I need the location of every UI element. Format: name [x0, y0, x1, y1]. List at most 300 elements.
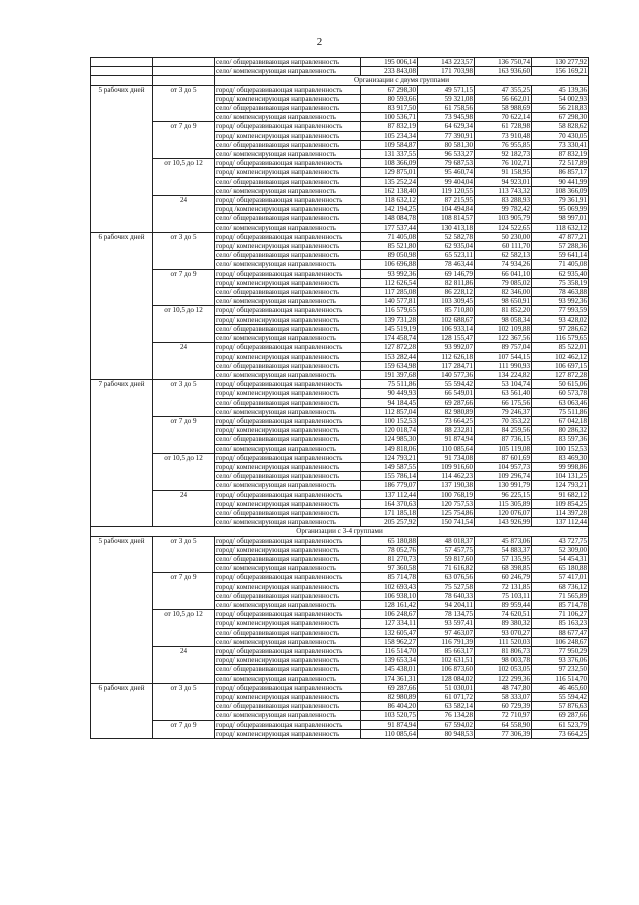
- table-row: [91, 647, 589, 656]
- value-cell-2: 71 616,82: [418, 564, 475, 573]
- tariff-table: [90, 57, 589, 739]
- work-days-cell: 7 рабочих дней: [91, 380, 153, 527]
- group-type-cell: село/ компенсирующая направленность: [215, 334, 361, 343]
- value-cell-2: 104 494,84: [418, 205, 475, 214]
- value-cell-3: 76 955,85: [475, 140, 532, 149]
- value-cell-2: 61 071,72: [418, 693, 475, 702]
- value-cell-2: 55 594,42: [418, 380, 475, 389]
- group-type-cell: село/ компенсирующая направленность: [215, 600, 361, 609]
- stay-hours-cell: от 3 до 5: [153, 380, 215, 417]
- value-cell-3: 62 582,13: [475, 251, 532, 260]
- group-type-cell: село/ компенсирующая направленность: [215, 370, 361, 379]
- value-cell-1: 102 693,43: [361, 582, 418, 591]
- value-cell-2: 102 688,67: [418, 315, 475, 324]
- section-header-row: [91, 76, 589, 85]
- group-type-cell: город/ общеразвивающая направленность: [215, 683, 361, 692]
- table-row: [91, 490, 589, 499]
- value-cell-3: 113 743,32: [475, 186, 532, 195]
- value-cell-1: 100 152,53: [361, 416, 418, 425]
- work-days-cell: 6 рабочих дней: [91, 232, 153, 379]
- value-cell-1: 110 085,64: [361, 729, 418, 738]
- value-cell-4: 109 854,25: [532, 499, 589, 508]
- table-row: [91, 58, 589, 67]
- empty-cell: [153, 67, 215, 76]
- group-type-cell: город/ компенсирующая направленность: [215, 131, 361, 140]
- value-cell-3: 122 299,36: [475, 674, 532, 683]
- value-cell-2: 63 582,14: [418, 702, 475, 711]
- value-cell-1: 80 593,66: [361, 94, 418, 103]
- table-row: [91, 122, 589, 131]
- value-cell-1: 164 370,63: [361, 499, 418, 508]
- value-cell-3: 53 104,74: [475, 380, 532, 389]
- value-cell-3: 130 991,79: [475, 481, 532, 490]
- value-cell-1: 139 653,34: [361, 656, 418, 665]
- value-cell-4: 79 361,91: [532, 196, 589, 205]
- table-row: [91, 306, 589, 315]
- value-cell-4: 67 042,18: [532, 416, 589, 425]
- group-type-cell: село/ компенсирующая направленность: [215, 564, 361, 573]
- group-type-cell: село/ общеразвивающая направленность: [215, 665, 361, 674]
- value-cell-2: 99 404,04: [418, 177, 475, 186]
- group-type-cell: город/ общеразвивающая направленность: [215, 159, 361, 168]
- group-type-cell: село/ компенсирующая направленность: [215, 407, 361, 416]
- value-cell-3: 48 747,80: [475, 683, 532, 692]
- stay-hours-cell: от 10,5 до 12: [153, 159, 215, 196]
- value-cell-1: 83 917,50: [361, 104, 418, 113]
- value-cell-2: 102 631,51: [418, 656, 475, 665]
- value-cell-2: 52 582,78: [418, 232, 475, 241]
- value-cell-3: 47 355,25: [475, 85, 532, 94]
- value-cell-4: 137 112,44: [532, 518, 589, 527]
- value-cell-2: 59 817,60: [418, 554, 475, 563]
- group-type-cell: город/ общеразвивающая направленность: [215, 610, 361, 619]
- value-cell-1: 124 985,30: [361, 435, 418, 444]
- value-cell-4: 99 998,86: [532, 462, 589, 471]
- value-cell-1: 205 257,92: [361, 518, 418, 527]
- value-cell-3: 70 622,14: [475, 113, 532, 122]
- value-cell-1: 139 731,28: [361, 315, 418, 324]
- stay-hours-cell: от 3 до 5: [153, 536, 215, 573]
- value-cell-4: 73 330,41: [532, 140, 589, 149]
- value-cell-2: 48 018,37: [418, 536, 475, 545]
- value-cell-3: 111 520,03: [475, 637, 532, 646]
- value-cell-1: 90 449,93: [361, 389, 418, 398]
- value-cell-4: 93 428,02: [532, 315, 589, 324]
- value-cell-2: 87 215,95: [418, 196, 475, 205]
- value-cell-1: 106 696,88: [361, 260, 418, 269]
- value-cell-4: 63 063,46: [532, 398, 589, 407]
- value-cell-4: 57 288,36: [532, 242, 589, 251]
- value-cell-2: 65 523,11: [418, 251, 475, 260]
- value-cell-1: 153 282,44: [361, 352, 418, 361]
- value-cell-2: 128 084,02: [418, 674, 475, 683]
- table-row: [91, 610, 589, 619]
- value-cell-1: 177 537,44: [361, 223, 418, 232]
- value-cell-4: 46 465,60: [532, 683, 589, 692]
- value-cell-1: 109 584,87: [361, 140, 418, 149]
- group-type-cell: село/ общеразвивающая направленность: [215, 214, 361, 223]
- group-type-cell: город/ компенсирующая направленность: [215, 278, 361, 287]
- value-cell-4: 47 877,21: [532, 232, 589, 241]
- value-cell-3: 91 158,95: [475, 168, 532, 177]
- group-type-cell: село/ общеразвивающая направленность: [215, 435, 361, 444]
- value-cell-1: 103 520,75: [361, 711, 418, 720]
- value-cell-3: 134 224,82: [475, 370, 532, 379]
- value-cell-1: 85 714,78: [361, 573, 418, 582]
- value-cell-4: 156 169,21: [532, 67, 589, 76]
- value-cell-3: 70 353,22: [475, 416, 532, 425]
- value-cell-4: 68 736,12: [532, 582, 589, 591]
- value-cell-2: 130 413,18: [418, 223, 475, 232]
- value-cell-4: 124 793,21: [532, 481, 589, 490]
- value-cell-1: 145 438,01: [361, 665, 418, 674]
- value-cell-2: 67 594,02: [418, 720, 475, 729]
- value-cell-1: 132 605,47: [361, 628, 418, 637]
- value-cell-1: 148 084,78: [361, 214, 418, 223]
- value-cell-4: 57 417,01: [532, 573, 589, 582]
- value-cell-4: 45 139,36: [532, 85, 589, 94]
- group-type-cell: город/ общеразвивающая направленность: [215, 232, 361, 241]
- value-cell-4: 43 727,75: [532, 536, 589, 545]
- value-cell-2: 80 948,53: [418, 729, 475, 738]
- value-cell-4: 77 993,59: [532, 306, 589, 315]
- group-type-cell: город/ компенсирующая направленность: [215, 462, 361, 471]
- value-cell-2: 75 527,58: [418, 582, 475, 591]
- stay-hours-cell: от 7 до 9: [153, 122, 215, 159]
- value-cell-2: 116 791,39: [418, 637, 475, 646]
- group-type-cell: город/ общеразвивающая направленность: [215, 647, 361, 656]
- group-type-cell: город/ компенсирующая направленность: [215, 426, 361, 435]
- value-cell-4: 130 277,92: [532, 58, 589, 67]
- value-cell-4: 65 180,88: [532, 564, 589, 573]
- stay-hours-cell: от 10,5 до 12: [153, 453, 215, 490]
- value-cell-3: 64 558,90: [475, 720, 532, 729]
- group-type-cell: город/ компенсирующая направленность: [215, 619, 361, 628]
- value-cell-4: 83 469,30: [532, 453, 589, 462]
- value-cell-4: 116 514,70: [532, 674, 589, 683]
- value-cell-4: 100 152,53: [532, 444, 589, 453]
- group-type-cell: село/ общеразвивающая направленность: [215, 702, 361, 711]
- group-type-cell: село/ компенсирующая направленность: [215, 637, 361, 646]
- value-cell-3: 58 988,69: [475, 104, 532, 113]
- value-cell-3: 163 936,60: [475, 67, 532, 76]
- value-cell-1: 195 006,14: [361, 58, 418, 67]
- value-cell-1: 82 980,89: [361, 693, 418, 702]
- stay-hours-cell: 24: [153, 647, 215, 684]
- group-type-cell: город/ компенсирующая направленность: [215, 656, 361, 665]
- value-cell-4: 108 366,09: [532, 186, 589, 195]
- work-days-cell: 5 рабочих дней: [91, 85, 153, 232]
- value-cell-2: 77 390,91: [418, 131, 475, 140]
- value-cell-2: 73 664,25: [418, 416, 475, 425]
- value-cell-4: 59 641,14: [532, 251, 589, 260]
- value-cell-1: 65 180,88: [361, 536, 418, 545]
- value-cell-3: 60 729,39: [475, 702, 532, 711]
- value-cell-1: 112 626,54: [361, 278, 418, 287]
- value-cell-3: 66 175,56: [475, 398, 532, 407]
- group-type-cell: село/ общеразвивающая направленность: [215, 58, 361, 67]
- value-cell-3: 87 601,69: [475, 453, 532, 462]
- value-cell-4: 86 857,17: [532, 168, 589, 177]
- value-cell-1: 86 404,20: [361, 702, 418, 711]
- value-cell-4: 75 511,86: [532, 407, 589, 416]
- group-type-cell: село/ компенсирующая направленность: [215, 223, 361, 232]
- value-cell-2: 88 232,81: [418, 426, 475, 435]
- value-cell-3: 93 070,27: [475, 628, 532, 637]
- value-cell-3: 136 750,74: [475, 58, 532, 67]
- value-cell-2: 59 321,08: [418, 94, 475, 103]
- group-type-cell: село/ общеразвивающая направленность: [215, 554, 361, 563]
- group-type-cell: город/ общеразвивающая направленность: [215, 380, 361, 389]
- value-cell-1: 117 285,08: [361, 288, 418, 297]
- value-cell-4: 118 632,12: [532, 223, 589, 232]
- value-cell-2: 78 463,44: [418, 260, 475, 269]
- value-cell-2: 78 134,75: [418, 610, 475, 619]
- value-cell-1: 149 818,06: [361, 444, 418, 453]
- value-cell-3: 83 288,93: [475, 196, 532, 205]
- group-type-cell: село/ общеразвивающая направленность: [215, 508, 361, 517]
- value-cell-2: 114 462,23: [418, 472, 475, 481]
- stay-hours-cell: от 7 до 9: [153, 720, 215, 738]
- group-type-cell: город/ общеразвивающая направленность: [215, 343, 361, 352]
- value-cell-4: 57 876,63: [532, 702, 589, 711]
- value-cell-2: 108 814,57: [418, 214, 475, 223]
- value-cell-2: 80 581,30: [418, 140, 475, 149]
- table-row: [91, 67, 589, 76]
- value-cell-3: 63 561,40: [475, 389, 532, 398]
- value-cell-1: 162 138,40: [361, 186, 418, 195]
- value-cell-4: 61 523,79: [532, 720, 589, 729]
- value-cell-3: 124 522,65: [475, 223, 532, 232]
- stay-hours-cell: 24: [153, 490, 215, 527]
- group-type-cell: село/ компенсирующая направленность: [215, 518, 361, 527]
- group-type-cell: город/ компенсирующая направленность: [215, 499, 361, 508]
- value-cell-2: 62 935,04: [418, 242, 475, 251]
- value-cell-2: 125 754,86: [418, 508, 475, 517]
- value-cell-4: 97 286,62: [532, 324, 589, 333]
- value-cell-3: 115 305,89: [475, 499, 532, 508]
- value-cell-1: 67 298,30: [361, 85, 418, 94]
- group-type-cell: село/ компенсирующая направленность: [215, 67, 361, 76]
- group-type-cell: город/ компенсирующая направленность: [215, 729, 361, 738]
- value-cell-3: 120 076,07: [475, 508, 532, 517]
- group-type-cell: село/ общеразвивающая направленность: [215, 251, 361, 260]
- value-cell-4: 78 463,88: [532, 288, 589, 297]
- value-cell-1: 116 514,70: [361, 647, 418, 656]
- value-cell-3: 89 380,32: [475, 619, 532, 628]
- value-cell-2: 109 916,60: [418, 462, 475, 471]
- empty-cell: [153, 58, 215, 67]
- value-cell-1: 112 857,04: [361, 407, 418, 416]
- value-cell-4: 71 106,27: [532, 610, 589, 619]
- value-cell-1: 171 185,18: [361, 508, 418, 517]
- value-cell-1: 149 587,55: [361, 462, 418, 471]
- value-cell-2: 119 120,55: [418, 186, 475, 195]
- value-cell-4: 91 682,12: [532, 490, 589, 499]
- value-cell-2: 63 076,56: [418, 573, 475, 582]
- group-type-cell: село/ компенсирующая направленность: [215, 444, 361, 453]
- stay-hours-cell: от 3 до 5: [153, 85, 215, 122]
- value-cell-1: 116 579,65: [361, 306, 418, 315]
- group-type-cell: село/ компенсирующая направленность: [215, 113, 361, 122]
- value-cell-4: 54 002,93: [532, 94, 589, 103]
- stay-hours-cell: от 7 до 9: [153, 416, 215, 453]
- value-cell-2: 69 146,79: [418, 269, 475, 278]
- value-cell-3: 87 736,15: [475, 435, 532, 444]
- value-cell-1: 145 519,19: [361, 324, 418, 333]
- value-cell-3: 111 990,93: [475, 361, 532, 370]
- value-cell-1: 191 397,68: [361, 370, 418, 379]
- value-cell-2: 79 687,53: [418, 159, 475, 168]
- table-row: [91, 85, 589, 94]
- value-cell-3: 72 131,85: [475, 582, 532, 591]
- value-cell-3: 98 058,34: [475, 315, 532, 324]
- group-type-cell: город/ общеразвивающая направленность: [215, 122, 361, 131]
- work-days-cell: 6 рабочих дней: [91, 683, 153, 738]
- value-cell-2: 49 571,15: [418, 85, 475, 94]
- stay-hours-cell: от 10,5 до 12: [153, 306, 215, 343]
- page-number: 2: [316, 36, 323, 48]
- table-row: [91, 720, 589, 729]
- value-cell-3: 68 398,85: [475, 564, 532, 573]
- table-row: [91, 416, 589, 425]
- group-type-cell: город/ общеразвивающая направленность: [215, 196, 361, 205]
- value-cell-4: 50 615,06: [532, 380, 589, 389]
- value-cell-2: 103 309,45: [418, 297, 475, 306]
- value-cell-2: 96 533,27: [418, 150, 475, 159]
- value-cell-1: 135 252,24: [361, 177, 418, 186]
- value-cell-4: 85 163,23: [532, 619, 589, 628]
- value-cell-4: 87 832,19: [532, 150, 589, 159]
- value-cell-3: 61 728,98: [475, 122, 532, 131]
- value-cell-4: 102 462,12: [532, 352, 589, 361]
- group-type-cell: город/ общеразвивающая направленность: [215, 85, 361, 94]
- value-cell-3: 81 852,20: [475, 306, 532, 315]
- value-cell-2: 94 204,11: [418, 600, 475, 609]
- value-cell-4: 104 131,25: [532, 472, 589, 481]
- group-type-cell: село/ компенсирующая направленность: [215, 674, 361, 683]
- section-title: Организации с двумя группами: [215, 76, 589, 85]
- group-type-cell: город/ общеразвивающая направленность: [215, 536, 361, 545]
- stay-hours-cell: 24: [153, 343, 215, 380]
- value-cell-3: 103 905,79: [475, 214, 532, 223]
- group-type-cell: город/ общеразвивающая направленность: [215, 269, 361, 278]
- section-title: Организации с 3-4 группами: [91, 527, 589, 536]
- group-type-cell: село/ компенсирующая направленность: [215, 481, 361, 490]
- value-cell-1: 174 458,74: [361, 334, 418, 343]
- value-cell-4: 93 992,36: [532, 297, 589, 306]
- table-row: [91, 159, 589, 168]
- value-cell-2: 150 741,54: [418, 518, 475, 527]
- value-cell-3: 75 103,11: [475, 591, 532, 600]
- group-type-cell: село/ компенсирующая направленность: [215, 186, 361, 195]
- value-cell-3: 96 225,15: [475, 490, 532, 499]
- value-cell-3: 109 296,74: [475, 472, 532, 481]
- value-cell-2: 64 629,34: [418, 122, 475, 131]
- value-cell-4: 97 232,50: [532, 665, 589, 674]
- value-cell-2: 93 597,41: [418, 619, 475, 628]
- value-cell-2: 57 457,75: [418, 545, 475, 554]
- value-cell-4: 58 828,62: [532, 122, 589, 131]
- value-cell-4: 71 405,08: [532, 260, 589, 269]
- value-cell-1: 186 779,07: [361, 481, 418, 490]
- group-type-cell: село/ общеразвивающая направленность: [215, 140, 361, 149]
- value-cell-1: 100 536,71: [361, 113, 418, 122]
- value-cell-3: 84 259,56: [475, 426, 532, 435]
- value-cell-1: 78 052,76: [361, 545, 418, 554]
- value-cell-4: 69 287,66: [532, 711, 589, 720]
- value-cell-3: 143 926,99: [475, 518, 532, 527]
- value-cell-2: 110 085,64: [418, 444, 475, 453]
- value-cell-3: 92 182,73: [475, 150, 532, 159]
- empty-cell: [91, 76, 153, 85]
- stay-hours-cell: 24: [153, 196, 215, 233]
- value-cell-4: 85 522,01: [532, 343, 589, 352]
- group-type-cell: город/ компенсирующая направленность: [215, 94, 361, 103]
- stay-hours-cell: от 7 до 9: [153, 573, 215, 610]
- value-cell-2: 93 992,07: [418, 343, 475, 352]
- group-type-cell: город/ общеразвивающая направленность: [215, 720, 361, 729]
- value-cell-1: 129 875,01: [361, 168, 418, 177]
- value-cell-3: 98 650,91: [475, 297, 532, 306]
- value-cell-1: 94 184,45: [361, 398, 418, 407]
- value-cell-3: 81 806,73: [475, 647, 532, 656]
- value-cell-2: 85 663,17: [418, 647, 475, 656]
- value-cell-1: 85 521,80: [361, 242, 418, 251]
- empty-cell: [91, 58, 153, 67]
- table-row: [91, 232, 589, 241]
- group-type-cell: город/ общеразвивающая направленность: [215, 490, 361, 499]
- value-cell-4: 106 248,67: [532, 637, 589, 646]
- value-cell-2: 66 549,01: [418, 389, 475, 398]
- table-row: [91, 683, 589, 692]
- value-cell-1: 87 832,19: [361, 122, 418, 131]
- group-type-cell: город/ компенсирующая направленность: [215, 389, 361, 398]
- value-cell-3: 60 246,79: [475, 573, 532, 582]
- value-cell-3: 89 959,44: [475, 600, 532, 609]
- group-type-cell: село/ компенсирующая направленность: [215, 711, 361, 720]
- value-cell-3: 105 119,08: [475, 444, 532, 453]
- value-cell-2: 171 703,98: [418, 67, 475, 76]
- value-cell-2: 106 873,60: [418, 665, 475, 674]
- value-cell-4: 56 218,83: [532, 104, 589, 113]
- group-type-cell: город/ компенсирующая направленность: [215, 315, 361, 324]
- value-cell-4: 88 677,47: [532, 628, 589, 637]
- value-cell-1: 124 793,21: [361, 453, 418, 462]
- group-type-cell: город/ компенсирующая направленность: [215, 545, 361, 554]
- group-type-cell: село/ общеразвивающая направленность: [215, 472, 361, 481]
- value-cell-3: 50 230,00: [475, 232, 532, 241]
- group-type-cell: город/ общеразвивающая направленность: [215, 573, 361, 582]
- value-cell-3: 102 053,05: [475, 665, 532, 674]
- group-type-cell: город/ общеразвивающая направленность: [215, 306, 361, 315]
- value-cell-2: 97 463,07: [418, 628, 475, 637]
- value-cell-2: 61 758,56: [418, 104, 475, 113]
- value-cell-1: 127 872,28: [361, 343, 418, 352]
- value-cell-3: 82 346,00: [475, 288, 532, 297]
- value-cell-4: 60 573,78: [532, 389, 589, 398]
- value-cell-4: 106 697,15: [532, 361, 589, 370]
- value-cell-1: 108 366,09: [361, 159, 418, 168]
- value-cell-2: 85 710,80: [418, 306, 475, 315]
- value-cell-4: 77 950,29: [532, 647, 589, 656]
- value-cell-2: 100 768,19: [418, 490, 475, 499]
- group-type-cell: село/ общеразвивающая направленность: [215, 628, 361, 637]
- value-cell-4: 62 935,40: [532, 269, 589, 278]
- value-cell-2: 91 734,08: [418, 453, 475, 462]
- group-type-cell: село/ общеразвивающая направленность: [215, 398, 361, 407]
- value-cell-2: 143 223,57: [418, 58, 475, 67]
